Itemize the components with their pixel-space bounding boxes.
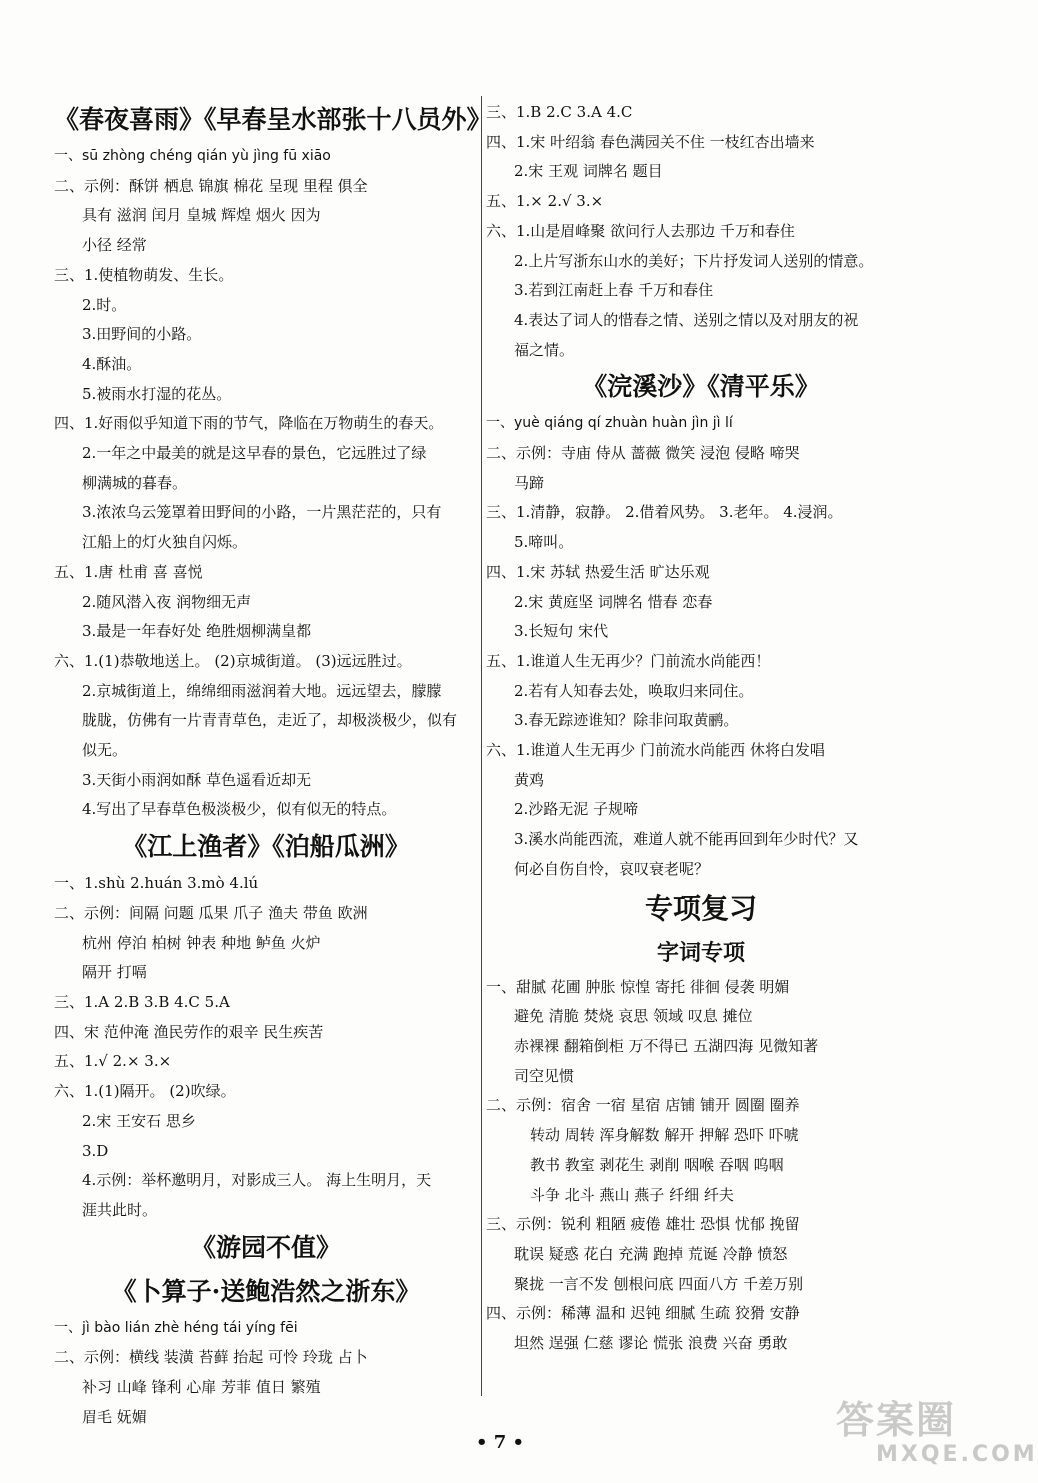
answer-line: 2.上片写浙东山水的美好；下片抒发词人送别的情意。: [514, 251, 874, 270]
answer-line: 4.写出了早春草色极淡极少，似有似无的特点。: [82, 800, 397, 819]
answer-line: 4.示例：举杯邀明月，对影成三人。 海上生明月，天: [82, 1171, 432, 1190]
answer-line: 隔开 打嗝: [82, 963, 147, 982]
answer-line: 3.浓浓乌云笼罩着田野间的小路，一片黑茫茫的，只有: [82, 503, 442, 522]
answer-line: 聚拢 一言不发 刨根问底 四面八方 千差万别: [514, 1274, 804, 1293]
answer-line: 马蹄: [514, 473, 545, 492]
answer-line: 2.宋 王安石 思乡: [82, 1111, 196, 1130]
answer-line: 3.溪水尚能西流，难道人就不能再回到年少时代？又: [514, 830, 859, 849]
answer-line: 福之情。: [514, 340, 575, 359]
answer-line: 斗争 北斗 燕山 燕子 纤细 纤夫: [530, 1185, 734, 1204]
answer-line: 六、1.山是眉峰聚 欲问行人去那边 千万和春住: [486, 221, 795, 240]
answer-line: 一、sū zhòng chéng qián yù jìng fū xiāo: [54, 148, 331, 164]
answer-line: 六、1.(1)隔开。 (2)吹绿。: [54, 1082, 236, 1101]
answer-line: 耽误 疑惑 花白 充满 跑掉 荒诞 冷静 愤怒: [514, 1244, 788, 1263]
answer-line: 一、甜腻 花圃 肿胀 惊惶 寄托 徘徊 侵袭 明媚: [486, 977, 790, 996]
answer-line: 二、示例：横线 装潢 苔藓 抬起 可怜 玲珑 占卜: [54, 1348, 368, 1367]
watermark-line2: MXQE.COM: [876, 1442, 1038, 1467]
section-title: 《浣溪沙》《清平乐》: [582, 372, 820, 402]
answer-line: 坦然 逞强 仁慈 谬论 慌张 浪费 兴奋 勇敢: [514, 1334, 788, 1353]
answer-line: 五、1.× 2.√ 3.×: [486, 192, 604, 211]
answer-line: 柳满城的暮春。: [82, 473, 188, 492]
answer-line: 4.酥油。: [82, 354, 142, 373]
answer-line: 3.D: [82, 1141, 109, 1160]
page-number: • 7 •: [475, 1432, 525, 1453]
answer-line: 避免 清脆 焚烧 哀思 领域 叹息 摊位: [514, 1007, 753, 1026]
answer-line: 3.天街小雨润如酥 草色遥看近却无: [82, 770, 312, 789]
answer-line: 四、1.好雨似乎知道下雨的节气，降临在万物萌生的春天。: [54, 414, 444, 433]
answer-line: 四、1.宋 叶绍翁 春色满园关不住 一枝红杏出墙来: [486, 132, 815, 151]
answer-line: 五、1.谁道人生无再少？门前流水尚能西！: [486, 651, 771, 670]
answer-line: 何必自伤自怜，哀叹衰老呢？: [514, 859, 710, 878]
section-title: 《卜算子·送鲍浩然之浙东》: [111, 1276, 421, 1306]
answer-line: 四、示例：稀薄 温和 迟钝 细腻 生疏 狡猾 安静: [486, 1304, 800, 1323]
answer-line: 具有 滋润 闰月 皇城 辉煌 烟火 因为: [82, 206, 321, 225]
answer-line: 三、1.A 2.B 3.B 4.C 5.A: [54, 992, 230, 1011]
answer-line: 3.最是一年春好处 绝胜烟柳满皇都: [82, 622, 312, 641]
answer-line: 眉毛 妩媚: [82, 1407, 147, 1426]
answer-line: 黄鸡: [514, 770, 545, 789]
answer-line: 三、1.使植物萌发、生长。: [54, 265, 234, 284]
answer-line: 二、示例：间隔 问题 瓜果 爪子 渔夫 带鱼 欧洲: [54, 903, 368, 922]
answer-line: 二、示例：宿舍 一宿 星宿 店铺 铺开 圆圈 圈养: [486, 1096, 800, 1115]
answer-line: 三、1.清静，寂静。 2.借着风势。 3.老年。 4.浸润。: [486, 503, 843, 522]
answer-line: 胧胧，仿佛有一片青青草色，走近了，却极淡极少，似有: [82, 711, 458, 730]
answer-line: 2.京城街道上，绵绵细雨滋润着大地。远远望去，朦朦: [82, 681, 442, 700]
column-divider: [481, 96, 482, 1396]
section-title: 《春夜喜雨》《早春呈水部张十八员外》: [54, 105, 492, 134]
answer-line: 2.一年之中最美的就是这早春的景色，它远胜过了绿: [82, 444, 427, 463]
answer-line: 3.若到江南赶上春 千万和春住: [514, 281, 714, 300]
answer-line: 4.表达了词人的惜春之情、送别之情以及对朋友的祝: [514, 310, 859, 329]
section-title: 《游园不值》: [190, 1232, 341, 1262]
answer-line: 5.啼叫。: [514, 533, 574, 552]
answer-line: 教书 教室 剥花生 剥削 咽喉 吞咽 呜咽: [530, 1155, 784, 1174]
answer-line: 司空见惯: [514, 1066, 575, 1085]
answer-line: 小径 经常: [82, 236, 147, 255]
answer-line: 似无。: [82, 741, 128, 760]
answer-line: 2.宋 王观 词牌名 题目: [514, 162, 663, 181]
answer-line: 3.长短句 宋代: [514, 622, 609, 641]
answer-line: 六、1.(1)恭敬地送上。 (2)京城街道。 (3)远远胜过。: [54, 651, 412, 670]
watermark-logo: [836, 1398, 1038, 1478]
answer-line: 一、yuè qiáng qí zhuàn huàn jìn jì lí: [486, 415, 733, 432]
answer-line: 四、1.宋 苏轼 热爱生活 旷达乐观: [486, 562, 710, 581]
answer-line: 四、宋 范仲淹 渔民劳作的艰辛 民生疾苦: [54, 1022, 324, 1041]
answer-line: 三、示例：锐利 粗陋 疲倦 雄壮 恐惧 忧郁 挽留: [486, 1215, 800, 1234]
answer-line: 涯共此时。: [82, 1200, 158, 1219]
answer-line: 一、jì bào lián zhè héng tái yíng fēi: [54, 1319, 298, 1336]
answer-line: 2.沙路无泥 子规啼: [514, 800, 639, 819]
section-title: 专项复习: [644, 891, 757, 925]
answer-line: 三、1.B 2.C 3.A 4.C: [486, 103, 633, 121]
watermark-line1: 答案圈: [836, 1398, 957, 1442]
answer-line: 2.若有人知春去处，唤取归来同住。: [514, 681, 754, 700]
answer-line: 赤裸裸 翻箱倒柜 万不得已 五湖四海 见微知著: [514, 1036, 819, 1055]
answer-line: 江船上的灯火独自闪烁。: [82, 533, 248, 552]
answer-line: 2.时。: [82, 295, 127, 314]
answer-line: 五、1.√ 2.× 3.×: [54, 1052, 172, 1071]
answer-line: 转动 周转 浑身解数 解开 押解 恐吓 吓唬: [530, 1126, 799, 1145]
answer-line: 补习 山峰 锋利 心扉 芳菲 值日 繁殖: [82, 1378, 321, 1397]
answer-line: 5.被雨水打湿的花丛。: [82, 384, 232, 403]
answer-line: 五、1.唐 杜甫 喜 喜悦: [54, 562, 203, 581]
left-column: [54, 98, 492, 1432]
answer-line: 3.田野间的小路。: [82, 325, 202, 344]
section-title: 字词专项: [656, 939, 745, 966]
answer-line: 2.宋 黄庭坚 词牌名 惜春 恋春: [514, 592, 713, 611]
section-title: 《江上渔者》《泊船瓜洲》: [122, 832, 410, 862]
answer-line: 杭州 停泊 柏树 钟表 种地 鲈鱼 火炉: [82, 933, 321, 952]
right-column: [486, 98, 916, 1359]
answer-line: 2.随风潜入夜 润物细无声: [82, 592, 252, 611]
answer-line: 二、示例：酥饼 栖息 锦旗 棉花 呈现 里程 俱全: [54, 176, 368, 195]
answer-line: 二、示例：寺庙 侍从 蔷薇 微笑 浸泡 侵略 啼哭: [486, 444, 800, 463]
answer-line: 3.春无踪迹谁知？除非问取黄鹂。: [514, 711, 739, 730]
answer-line: 一、1.shù 2.huán 3.mò 4.lú: [54, 874, 259, 893]
answer-line: 六、1.谁道人生无再少 门前流水尚能西 休将白发唱: [486, 741, 825, 760]
